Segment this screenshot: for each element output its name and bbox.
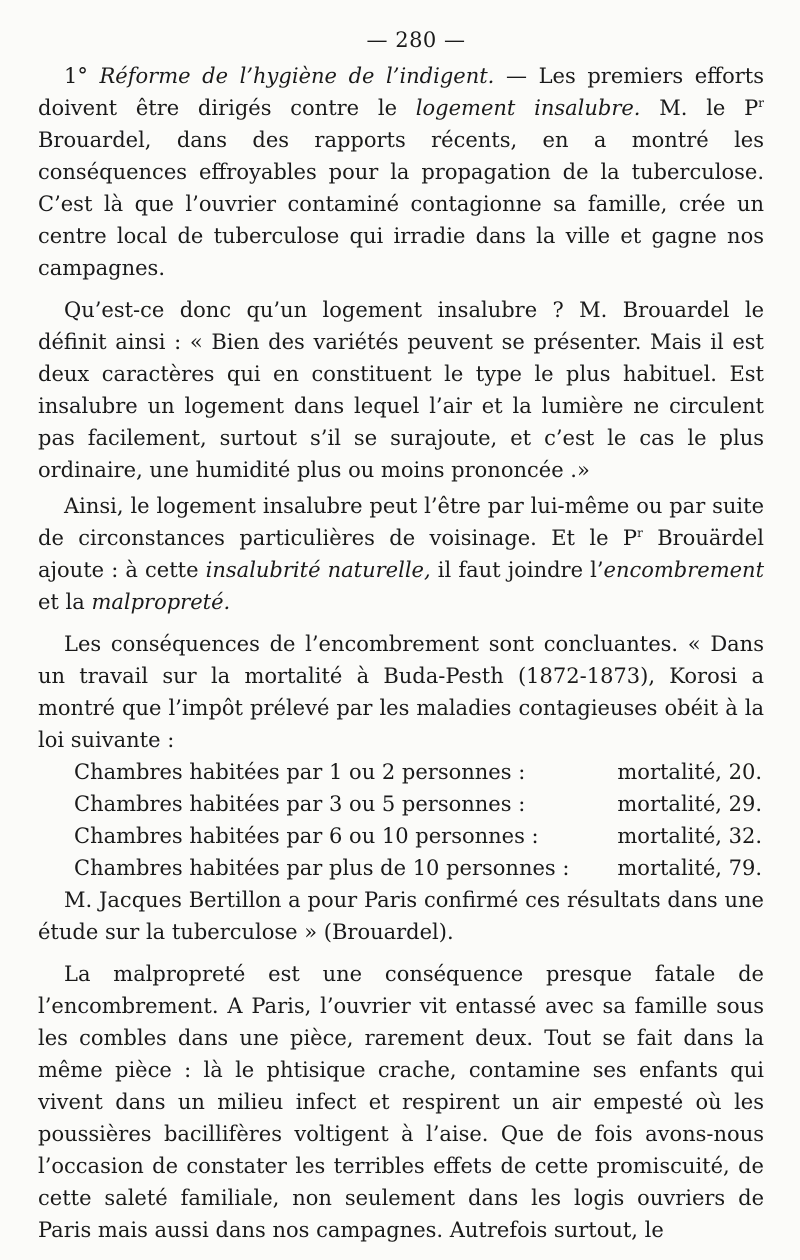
- row-label: Chambres habitées par 6 ou 10 personnes :: [74, 824, 539, 848]
- page-number: — 280 —: [366, 28, 466, 52]
- table-row: [74, 788, 762, 820]
- row-label: Chambres habitées par plus de 10 personnes :: [74, 856, 570, 880]
- emphasis-malproprete: malpropreté.: [91, 590, 231, 614]
- text-run: M. le P: [640, 96, 759, 120]
- section-heading: Réforme de l’hygiène de l’indigent.: [99, 64, 495, 88]
- superscript: r: [758, 96, 764, 110]
- paragraph-bertillon: M. Jacques Bertillon a pour Paris confirmé ces résultats dans une étude sur la tuberculose » (Brouardel).: [38, 888, 764, 944]
- table-row: [74, 820, 762, 852]
- text-run: et la: [38, 590, 92, 614]
- row-label: Chambres habitées par 3 ou 5 personnes :: [74, 792, 526, 816]
- emphasis-insalubrite-naturelle: insalubrité naturelle,: [205, 558, 431, 582]
- text-run: Brouardel, dans des rapports récents, en a montré les conséquences effroyables pour la propagation de la tuberculose. C’est là que l’ouvrier contaminé contagionne sa famille, crée un centre local de tuberculose qui irradie dans la ville et gagne nos campagnes.: [38, 128, 764, 280]
- section-number: 1°: [64, 64, 88, 88]
- row-value: mortalité, 32.: [617, 824, 762, 848]
- mortality-table: [38, 756, 764, 884]
- row-value: mortalité, 79.: [617, 856, 762, 880]
- paragraph-hygiene-reform: [38, 60, 764, 284]
- text-run: Brouärdel ajoute : à cette: [38, 526, 764, 582]
- paragraph-definition: Qu’est-ce donc qu’un logement insalubre ? M. Brouardel le définit ainsi : « Bien des variétés peuvent se présenter. Mais il est deux caractères qui en constituent le type le plus habituel. Est insalubre un logement dans lequel l’air et la lumière ne circulent pas facilement, surtout s’il se surajoute, et c’est le cas le plus ordinaire, une humidité plus ou moins prononcée .»: [38, 298, 764, 482]
- table-row: [74, 756, 762, 788]
- text-run: il faut joindre l’: [430, 558, 604, 582]
- row-value: mortalité, 29.: [617, 792, 762, 816]
- text-run: Ainsi, le logement insalubre peut l’être par lui-même ou par suite de circonstances particulières de voisinage. Et le P: [38, 494, 764, 550]
- table-row: [74, 852, 762, 884]
- text-run: — Les premiers efforts doivent être dirigés contre le: [38, 64, 764, 120]
- row-value: mortalité, 20.: [617, 760, 762, 784]
- body-text: [38, 60, 764, 1246]
- emphasis-logement-insalubre: logement insalubre.: [415, 96, 641, 120]
- emphasis-encombrement: encombrement: [603, 558, 765, 582]
- paragraph-malproprete: La malpropreté est une conséquence presque fatale de l’encombrement. A Paris, l’ouvrier vit entassé avec sa famille sous les combles dans une pièce, rarement deux. Tout se fait dans la même pièce : là le phtisique crache, contamine ses enfants qui vivent dans un milieu infect et respirent un air empesté où les poussières bacillifères voltigent à l’aise. Que de fois avons-nous l’occasion de constater les terribles effets de cette promiscuité, de cette saleté familiale, non seulement dans les logis ouvriers de Paris mais aussi dans nos campagnes. Autrefois surtout, le: [38, 962, 764, 1242]
- paragraph-insalubrity: [38, 490, 764, 618]
- superscript: r: [637, 526, 643, 540]
- paragraph-overcrowding: Les conséquences de l’encombrement sont concluantes. « Dans un travail sur la mortalité à Buda-Pesth (1872-1873), Korosi a montré que l’impôt prélevé par les maladies contagieuses obéit à la loi suivante :: [38, 632, 764, 752]
- row-label: Chambres habitées par 1 ou 2 personnes :: [74, 760, 526, 784]
